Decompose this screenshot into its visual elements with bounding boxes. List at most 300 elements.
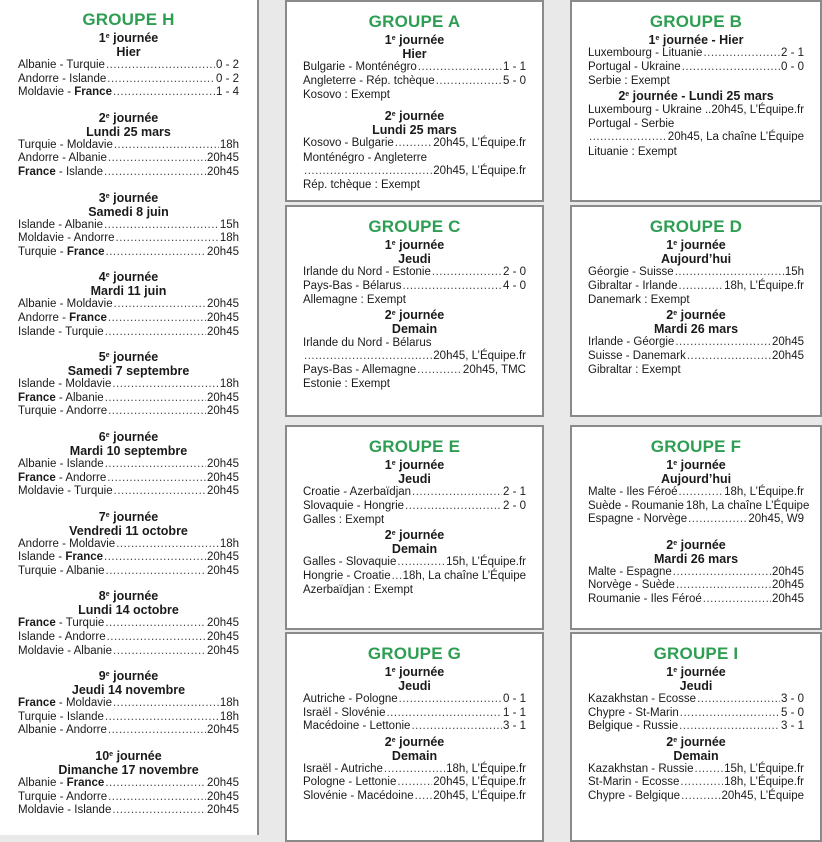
home-team: Espagne xyxy=(588,513,634,526)
home-team: Albanie xyxy=(18,724,57,737)
away-team: Lettonie xyxy=(355,776,397,789)
home-team: Islande xyxy=(18,325,56,338)
match-result: 18h, La chaîne L’Équipe xyxy=(402,569,526,582)
match-result: 20h45 xyxy=(207,405,239,418)
exempt-note: Kosovo : Exempt xyxy=(303,89,390,102)
away-team: Bélarus xyxy=(362,279,402,292)
match-row xyxy=(303,693,526,707)
match-row xyxy=(588,513,804,527)
home-team: Angleterre xyxy=(303,74,357,87)
away-team: Bulgarie xyxy=(351,137,394,150)
match-result: 20h45 xyxy=(207,777,239,790)
group-title: GROUPE F xyxy=(650,437,742,456)
away-team: Andorre xyxy=(64,631,106,644)
match-teams: Portugal - Ukraine xyxy=(588,60,681,73)
exempt-note: Azerbaïdjan : Exempt xyxy=(303,584,413,597)
match-teams: Moldavie - Andorre xyxy=(18,232,115,245)
round-date: Lundi 25 mars xyxy=(372,123,457,138)
match-result: 20h45 xyxy=(207,457,239,470)
match-result: 3 - 1 xyxy=(780,720,804,733)
match-result: 18h, L’Équipe.fr xyxy=(724,776,804,789)
match-teams: France - Andorre xyxy=(18,471,107,484)
home-team: Irlande du Nord xyxy=(303,266,383,278)
match-teams: Turquie - Andorre xyxy=(18,405,108,418)
match-result: 2 - 1 xyxy=(502,486,526,498)
round-label: 1e journée xyxy=(384,458,445,472)
round-date: Jeudi 14 novembre xyxy=(71,683,186,698)
match-row xyxy=(588,720,804,734)
away-team: Moldavie xyxy=(66,298,113,311)
match-row xyxy=(18,298,239,312)
match-row xyxy=(588,693,804,707)
match-result: 20h45 xyxy=(207,311,239,324)
match-result: 15h xyxy=(784,266,804,278)
match-teams: Turquie - Andorre xyxy=(18,790,108,803)
match-row xyxy=(18,485,239,499)
round-date: Dimanche 17 novembre xyxy=(58,763,199,778)
home-team: France xyxy=(18,617,56,630)
match-result: 20h45 xyxy=(207,564,239,577)
match-result: 18h, L’Équipe.fr xyxy=(446,762,526,775)
match-result: 20h45, L’Équipe.fr xyxy=(433,137,526,150)
match-teams: Kosovo - Bulgarie xyxy=(303,137,394,150)
round-label: 3e journée xyxy=(98,190,159,205)
match-teams: Islande - France xyxy=(18,551,104,564)
match-row xyxy=(18,697,239,711)
match-row xyxy=(18,804,239,818)
group-d-box xyxy=(570,205,822,417)
home-team: Suisse xyxy=(588,349,623,362)
match-teams: Slovénie - Macédoine xyxy=(303,789,414,802)
away-team: Belgique xyxy=(635,789,681,802)
round-date: Mardi 11 juin xyxy=(90,284,167,299)
match-row xyxy=(303,776,526,790)
match-teams: Norvège - Suède xyxy=(588,579,675,592)
home-team: Israël xyxy=(303,762,332,775)
match-result: 2 - 0 xyxy=(502,499,526,512)
round-date: Lundi 25 mars xyxy=(86,124,171,139)
match-teams: Kazakhstan - Ecosse xyxy=(588,693,697,705)
away-team: France xyxy=(66,777,105,790)
match-teams: Moldavie - Albanie xyxy=(18,644,112,657)
match-teams: Andorre - Albanie xyxy=(18,152,107,165)
group-a-box xyxy=(285,0,544,202)
home-team: Andorre xyxy=(18,311,59,324)
match-teams: Albanie - Turquie xyxy=(18,59,105,71)
match-teams: France - Moldavie xyxy=(18,697,112,710)
round-section xyxy=(18,509,239,579)
match-teams: Portugal - Serbie xyxy=(588,118,675,131)
match-row xyxy=(588,790,804,804)
match-row: ..... 20h45, L’Équipe.fr xyxy=(303,350,526,364)
away-team: Azerbaïdjan xyxy=(349,486,412,498)
away-team: France xyxy=(74,86,112,99)
home-team: Andorre xyxy=(18,72,59,85)
round-date: Vendredi 11 octobre xyxy=(69,523,188,538)
match-teams: Pays-Bas - Bélarus xyxy=(303,279,402,292)
match-teams: France - Albanie xyxy=(18,391,104,404)
match-result: 20h45 xyxy=(207,471,239,484)
home-team: Islande xyxy=(18,631,56,644)
match-result: 4 - 0 xyxy=(502,279,526,292)
match-row xyxy=(18,777,239,791)
match-teams: Gibraltar - Irlande xyxy=(588,279,678,292)
away-team: Lettonie xyxy=(369,720,411,733)
round-date: Jeudi xyxy=(398,679,431,693)
home-team: Malte xyxy=(588,486,617,498)
home-team: Roumanie xyxy=(588,592,641,605)
match-result: 20h45 xyxy=(772,592,804,605)
away-team: St-Marin xyxy=(635,706,679,719)
away-team: Islande xyxy=(66,457,104,470)
match-teams: Luxembourg - Lituanie xyxy=(588,47,703,59)
match-row xyxy=(588,486,804,500)
match-row xyxy=(303,790,526,804)
home-team: Luxembourg xyxy=(588,47,652,59)
round-section xyxy=(18,588,239,658)
home-team: Kosovo xyxy=(303,137,342,150)
round-label: 5e journée xyxy=(98,350,159,365)
round-date: Aujourd’hui xyxy=(660,472,732,486)
match-teams: Islande - Andorre xyxy=(18,631,106,644)
match-result: 20h45 xyxy=(207,724,239,737)
match-result: 20h45 xyxy=(207,152,239,165)
away-team: Ukraine xyxy=(641,60,681,73)
group-e-box xyxy=(285,425,544,630)
home-team: France xyxy=(18,697,56,710)
home-team: France xyxy=(18,471,56,484)
away-team: France xyxy=(69,311,107,324)
group-h-panel xyxy=(0,0,259,835)
round-label: 2e journée xyxy=(666,537,726,552)
match-row xyxy=(588,47,804,61)
round-label: 6e journée xyxy=(98,429,159,444)
match-teams: Andorre - France xyxy=(18,311,107,324)
match-teams: Turquie - Albanie xyxy=(18,564,105,577)
match-row xyxy=(303,707,526,721)
exempt-note: Serbie : Exempt xyxy=(588,75,670,88)
round-label: 2e journée xyxy=(98,110,159,125)
home-team: Bulgarie xyxy=(303,61,346,73)
away-team: Moldavie xyxy=(65,697,112,710)
round-date: Samedi 7 septembre xyxy=(67,364,190,379)
group-b-box xyxy=(570,0,822,202)
match-teams: Albanie - France xyxy=(18,777,105,790)
match-teams: Irlande du Nord - Bélarus xyxy=(303,337,432,350)
exempt-note: Allemagne : Exempt xyxy=(303,294,406,307)
away-team: Turquie xyxy=(65,325,104,338)
home-team: Andorre xyxy=(18,537,59,550)
away-team: Andorre xyxy=(66,405,108,418)
away-team: Estonie xyxy=(392,266,431,278)
round-date: Aujourd’hui xyxy=(660,252,732,266)
match-row xyxy=(588,61,804,75)
match-row xyxy=(588,593,804,607)
match-teams: Roumanie - Iles Féroé xyxy=(588,592,702,605)
match-teams: Kazakhstan - Russie xyxy=(588,762,694,775)
exempt-note: Danemark : Exempt xyxy=(588,294,690,307)
match-row xyxy=(18,551,239,565)
match-teams: Turquie - France xyxy=(18,245,105,258)
match-line: Luxembourg - Ukraine ..20h45, L’Équipe.fr xyxy=(588,104,805,117)
match-teams: Irlande - Géorgie xyxy=(588,336,675,349)
match-row xyxy=(18,631,239,645)
match-result: 20h45 xyxy=(207,485,239,498)
match-teams: Chypre - St-Marin xyxy=(588,706,679,719)
away-team: Islande xyxy=(65,165,104,178)
away-team: Islande xyxy=(69,72,107,85)
match-result: 20h45 xyxy=(207,644,239,657)
round-label: 2e journée - Lundi 25 mars xyxy=(618,89,774,104)
home-team: Chypre xyxy=(588,706,626,719)
away-team: Suisse xyxy=(639,266,674,278)
match-row: ..... 20h45, L’Équipe.fr xyxy=(303,165,526,179)
match-row xyxy=(588,707,804,721)
round-label: 2e journée xyxy=(384,308,445,323)
away-team: Suède xyxy=(641,579,675,592)
home-team: Slovénie xyxy=(303,789,348,802)
match-row xyxy=(18,472,239,486)
match-result: 20h45 xyxy=(207,325,239,338)
match-row xyxy=(303,364,526,378)
away-team: Turquie xyxy=(66,59,105,71)
match-result: 20h45 xyxy=(772,565,804,578)
match-result: 20h45 xyxy=(207,165,239,178)
match-teams: Andorre - Moldavie xyxy=(18,537,116,550)
match-teams: St-Marin - Ecosse xyxy=(588,776,680,789)
match-result: 20h45 xyxy=(772,336,804,349)
match-teams: Chypre - Belgique xyxy=(588,789,681,802)
match-row xyxy=(588,350,804,364)
match-row xyxy=(18,565,239,579)
home-team: Belgique xyxy=(588,720,633,733)
match-row xyxy=(588,776,804,790)
match-result: 20h45 xyxy=(207,391,239,404)
home-team: Autriche xyxy=(303,693,346,705)
match-row xyxy=(18,326,239,340)
match-result: 20h45, L’Équipe.fr xyxy=(433,776,526,789)
away-team: Ecosse xyxy=(658,693,697,705)
round-date: Samedi 8 juin xyxy=(88,204,169,219)
away-team: Rép. tchèque xyxy=(366,74,435,87)
group-c-box xyxy=(285,205,544,417)
away-team: Norvège xyxy=(643,513,688,526)
match-result: 15h, L’Équipe.fr xyxy=(724,762,804,775)
match-result: 2 - 1 xyxy=(780,47,804,59)
away-team: Andorre xyxy=(65,724,107,737)
match-result: 18h xyxy=(219,138,239,151)
home-team: Moldavie xyxy=(18,644,65,657)
match-result: 1 - 1 xyxy=(502,706,526,719)
match-result: 20h45 xyxy=(207,804,239,817)
match-teams: Pologne - Lettonie xyxy=(303,776,397,789)
match-result: 20h45 xyxy=(207,631,239,644)
match-row xyxy=(303,137,526,151)
round-label: 2e journée xyxy=(384,734,445,749)
match-result: 0 - 2 xyxy=(215,72,239,85)
away-team: Albanie xyxy=(73,644,112,657)
away-team: Iles Féroé xyxy=(650,592,702,605)
exempt-note: Rép. tchèque : Exempt xyxy=(303,179,420,192)
match-row xyxy=(18,59,239,73)
away-team: Moldavie xyxy=(66,138,113,151)
round-date: Lundi 14 octobre xyxy=(78,603,179,618)
away-team: France xyxy=(65,551,104,564)
group-title: GROUPE A xyxy=(368,12,461,31)
round-date: Demain xyxy=(391,748,438,763)
match-result: 3 - 1 xyxy=(502,720,526,733)
round-section xyxy=(18,748,239,818)
away-team: Andorre xyxy=(66,790,108,803)
match-row xyxy=(303,280,526,294)
match-teams: Moldavie - France xyxy=(18,86,112,99)
match-result: 18h xyxy=(219,537,239,550)
home-team: Suède xyxy=(588,499,622,512)
home-team: Moldavie xyxy=(18,485,65,498)
match-result: 18h xyxy=(219,710,239,723)
home-team: Albanie xyxy=(18,777,57,790)
round-label: 1e journée xyxy=(666,665,726,679)
match-result: 20h45 xyxy=(207,298,239,311)
match-result: 20h45 xyxy=(772,349,804,362)
round-label: 10e journée xyxy=(95,749,162,764)
home-team: Chypre xyxy=(588,789,626,802)
match-teams: Moldavie - Islande xyxy=(18,804,112,817)
group-h-rounds xyxy=(18,30,239,818)
match-teams: Angleterre - Rép. tchèque xyxy=(303,74,435,87)
round-label: 1e journée xyxy=(666,238,726,252)
match-result: 20h45, L’Équipe.fr xyxy=(433,789,526,802)
match-row xyxy=(18,405,239,419)
away-team: Albanie xyxy=(64,218,104,231)
match-result: 15h, L’Équipe.fr xyxy=(446,556,526,569)
match-result: 18h xyxy=(219,378,239,391)
match-teams: Islande - Turquie xyxy=(18,325,104,338)
exempt-note: Lituanie : Exempt xyxy=(588,145,677,158)
round-date: Demain xyxy=(391,542,438,557)
match-result: 1 - 4 xyxy=(215,86,239,99)
match-teams: Suisse - Danemark xyxy=(588,349,686,362)
home-team: Albanie xyxy=(18,59,57,71)
match-row xyxy=(18,617,239,631)
match-result: 3 - 0 xyxy=(780,693,804,705)
home-team: Géorgie xyxy=(588,266,629,278)
match-teams: Islande - Moldavie xyxy=(18,378,112,391)
match-row xyxy=(18,538,239,552)
match-row xyxy=(18,152,239,166)
match-row: ..... 20h45, La chaîne L’Équipe xyxy=(588,131,804,145)
home-team: Portugal xyxy=(588,60,631,73)
round-label: 4e journée xyxy=(98,270,159,285)
match-result: 15h xyxy=(219,218,239,231)
round-date: Hier xyxy=(402,47,427,61)
match-result: 18h, L’Équipe.fr xyxy=(724,279,804,292)
home-team: Islande xyxy=(18,551,56,564)
home-team: France xyxy=(18,391,56,404)
match-teams: Belgique - Russie xyxy=(588,720,679,733)
match-teams: Albanie - Islande xyxy=(18,457,104,470)
match-result: 18h, L’Équipe.fr xyxy=(724,486,804,498)
round-label: 2e journée xyxy=(666,308,726,323)
match-teams: Malte - Espagne xyxy=(588,565,672,578)
match-row xyxy=(588,280,804,294)
exempt-note: Gibraltar : Exempt xyxy=(588,364,681,377)
away-team: Roumanie xyxy=(631,499,684,512)
round-date: Mardi 26 mars xyxy=(653,551,739,566)
away-team: Russie xyxy=(658,762,694,775)
match-result: 5 - 0 xyxy=(502,74,526,87)
match-teams: Pays-Bas - Allemagne xyxy=(303,363,417,376)
away-team: Albanie xyxy=(65,391,104,404)
match-teams: Macédoine - Lettonie xyxy=(303,720,411,733)
round-date: Jeudi xyxy=(398,252,431,266)
exempt-note: Galles : Exempt xyxy=(303,514,385,527)
match-result: 20h45, L’Équipe xyxy=(721,789,804,802)
home-team: France xyxy=(18,165,56,178)
match-row xyxy=(18,791,239,805)
away-team: Andorre xyxy=(73,232,115,245)
match-row xyxy=(588,566,804,580)
match-row xyxy=(303,556,526,570)
match-row xyxy=(18,139,239,153)
round-section xyxy=(18,269,239,339)
home-team: Malte xyxy=(588,565,617,578)
home-team: Turquie xyxy=(18,564,57,577)
round-section xyxy=(18,110,239,180)
home-team: Irlande xyxy=(588,336,624,349)
match-row xyxy=(18,392,239,406)
home-team: Islande xyxy=(18,378,56,391)
round-label: 7e journée xyxy=(98,509,159,524)
home-team: Kazakhstan xyxy=(588,762,649,775)
match-row xyxy=(588,336,804,350)
away-team: Slovénie xyxy=(341,706,386,719)
match-result: 0 - 0 xyxy=(780,60,804,73)
match-result: 5 - 0 xyxy=(780,706,804,719)
match-result: 20h45 xyxy=(207,245,239,258)
group-i-box xyxy=(570,632,822,842)
match-row xyxy=(303,486,526,500)
group-title: GROUPE B xyxy=(649,12,743,31)
away-team: Andorre xyxy=(65,471,107,484)
home-team: Israël xyxy=(303,706,332,719)
match-row xyxy=(18,724,239,738)
match-row xyxy=(18,166,239,180)
home-team: Pologne xyxy=(303,776,346,789)
home-team: Pays-Bas xyxy=(303,363,353,376)
home-team: Turquie xyxy=(18,245,57,258)
match-row xyxy=(303,500,526,514)
match-teams: Monténégro - Angleterre xyxy=(303,151,428,164)
match-teams: Turquie - Moldavie xyxy=(18,138,113,151)
away-team: Moldavie xyxy=(65,378,112,391)
match-teams: Malte - Iles Féroé xyxy=(588,486,678,498)
away-team: Espagne xyxy=(626,565,672,578)
away-team: Allemagne xyxy=(361,363,417,376)
group-g-box xyxy=(285,632,544,842)
match-result: 18h xyxy=(219,697,239,710)
home-team: Turquie xyxy=(18,405,57,418)
round-date: Jeudi xyxy=(679,679,713,693)
away-team: France xyxy=(66,245,105,258)
match-teams: Slovaquie - Hongrie xyxy=(303,499,405,512)
away-team: Irlande xyxy=(642,279,678,292)
match-teams: France - Turquie xyxy=(18,617,105,630)
exempt-note: Estonie : Exempt xyxy=(303,378,390,391)
away-team: Danemark xyxy=(632,349,686,362)
group-title: GROUPE E xyxy=(368,437,461,456)
match-result: 20h45 xyxy=(207,551,239,564)
